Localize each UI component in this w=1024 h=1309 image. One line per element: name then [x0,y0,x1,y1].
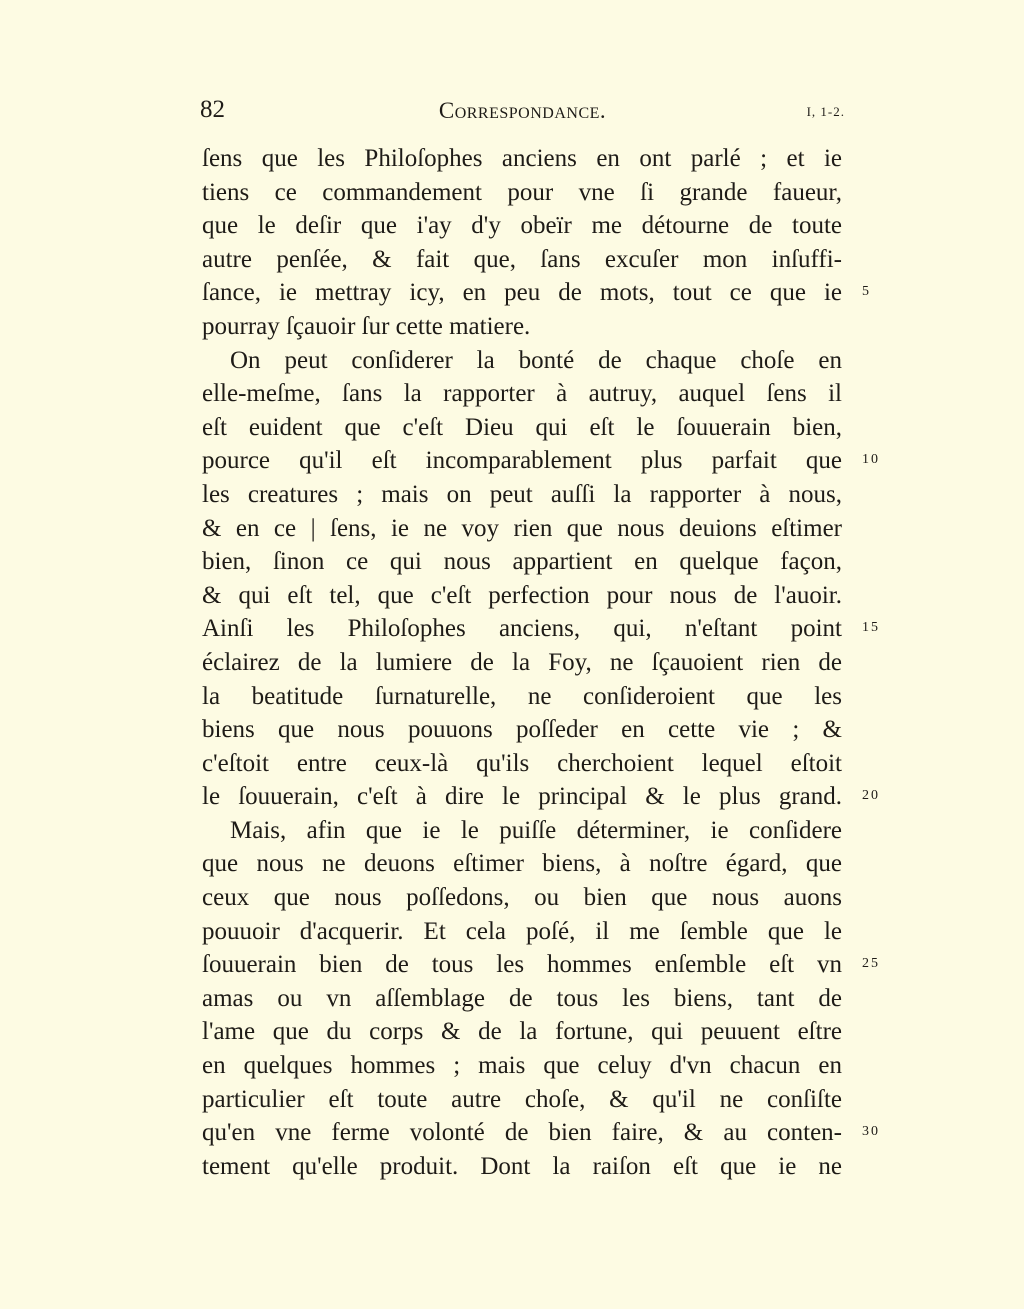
text-line: amas ou vn aſſemblage de tous les biens, tant de [202,984,842,1012]
line-number: 20 [862,788,880,803]
text-line: éclairez de la lumiere de la Foy, ne ſçauoient rien de [202,648,842,676]
text-line: autre penſée, & fait que, ſans excuſer mon inſuffi- [202,245,842,273]
page-number: 82 [200,96,225,123]
text-line: biens que nous pouuons poſſeder en cette vie ; & [202,716,842,744]
text-line: en quelques hommes ; mais que celuy d'vn chacun en [202,1052,842,1080]
text-line: On peut conſiderer la bonté de chaque choſe en [230,346,842,374]
text-line: ſouuerain bien de tous les hommes enſemble eſt vn [202,951,842,979]
body-text [202,142,842,1183]
text-line: ſens que les Philoſophes anciens en ont parlé ; et ie [202,145,842,172]
text-line: la beatitude ſurnaturelle, ne conſideroient que les [202,682,842,710]
text-line: qu'en vne ferme volonté de bien faire, & au conten- [202,1119,842,1147]
text-line: les creatures ; mais on peut auſſi la rapporter à nous, [202,480,842,508]
text-line: tiens ce commandement pour vne ſi grande faueur, [202,178,842,206]
text-line: c'eſtoit entre ceux-là qu'ils cherchoient lequel eſtoit [202,749,842,777]
text-line: le ſouuerain, c'eſt à dire le principal & le plus grand. [202,783,842,811]
text-line: ceux que nous poſſedons, ou bien que nous auons [202,884,842,912]
line-number: 30 [862,1124,880,1139]
text-line: eſt euident que c'eſt Dieu qui eſt le ſouuerain bien, [202,413,842,441]
text-line: pouuoir d'acquerir. Et cela poſé, il me ſemble que le [202,917,842,945]
text-line: que le deſir que i'ay d'y obeïr me détourne de toute [202,212,842,240]
text-line: & en ce | ſens, ie ne voy rien que nous deuions eſtimer [202,514,842,542]
text-line: elle-meſme, ſans la rapporter à autruy, auquel ſens il [202,380,842,408]
section-reference: I, 1-2. [806,104,845,119]
running-header [200,96,845,132]
text-line: pource qu'il eſt incomparablement plus parfait que [202,447,842,475]
running-title: Correspondance. [438,98,607,123]
text-line: bien, ſinon ce qui nous appartient en quelque façon, [202,548,842,576]
line-number: 15 [862,620,880,635]
text-line: Ainſi les Philoſophes anciens, qui, n'eſtant point [202,615,842,643]
line-number: 10 [862,452,880,467]
text-line: tement qu'elle produit. Dont la raiſon eſt que ie ne [202,1152,842,1180]
text-line: l'ame que du corps & de la fortune, qui peuuent eſtre [202,1018,842,1046]
text-line: & qui eſt tel, que c'eſt perfection pour nous de l'auoir. [202,581,842,609]
text-line: que nous ne deuons eſtimer biens, à noſtre égard, que [202,850,842,878]
line-number: 25 [862,956,880,971]
text-line: pourray ſçauoir ſur cette matiere. [202,312,531,340]
text-line: ſance, ie mettray icy, en peu de mots, tout ce que ie [202,279,842,307]
text-line: particulier eſt toute autre choſe, & qu'il ne conſiſte [202,1085,842,1113]
line-number: 5 [862,284,871,299]
text-line: Mais, afin que ie le puiſſe déterminer, ie conſidere [230,816,842,844]
